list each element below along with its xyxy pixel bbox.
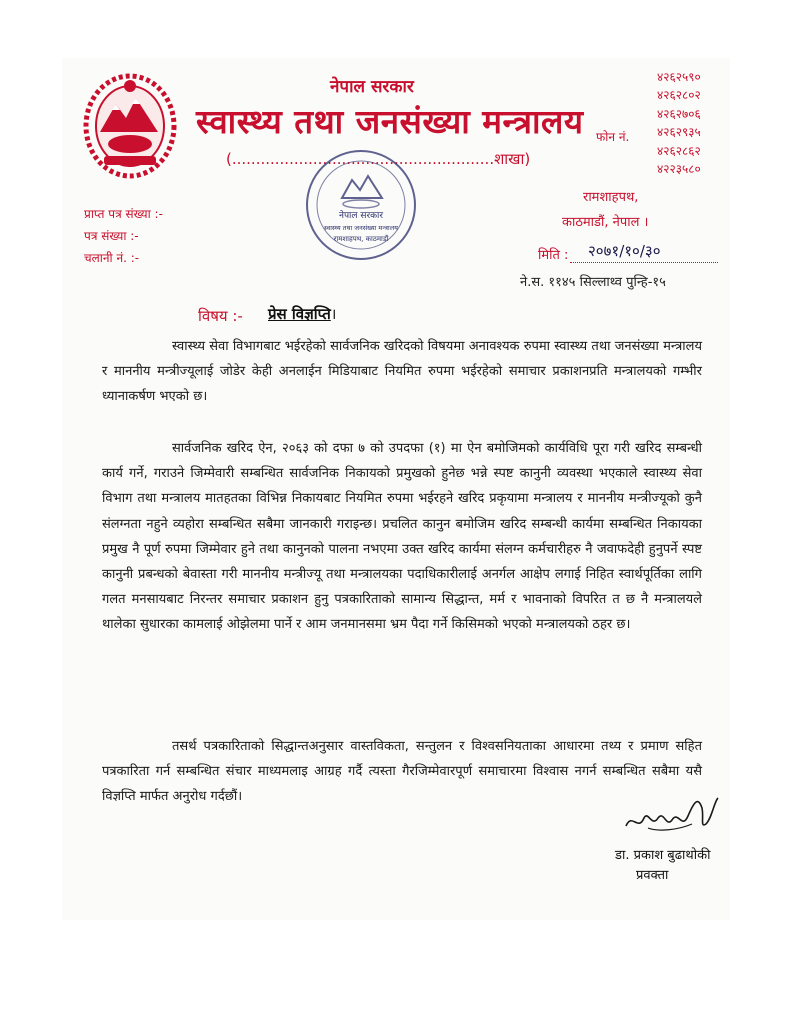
subject: [268, 304, 336, 324]
ministry-title: स्वास्थ्य तथा जनसंख्या मन्त्रालय: [196, 102, 584, 141]
phone-label: फोन नं.: [596, 130, 630, 144]
date-value: २०७१/१०/३०: [588, 242, 661, 260]
ministry-stamp: [302, 146, 420, 264]
address-street: रामशाहपथ,: [583, 190, 639, 205]
phone-number: ४२६२७०६: [657, 106, 701, 121]
phone-number: ४२६२८०२: [657, 88, 701, 103]
stamp-line-1: नेपाल सरकार: [338, 211, 384, 221]
signature-icon: [618, 788, 728, 838]
nepal-sambat-date: ने.स. ११४५ सिल्लाथ्व पुन्हि-१५: [520, 275, 666, 290]
paragraph-2: सार्वजनिक खरिद ऐन, २०६३ को दफा ७ को उपदफा (१) मा ऐन बमोजिमको कार्यविधि पूरा गरी खरिद सम्बन्धी कार्य गर्ने, गराउने जिम्मेवारी सम्बन्धित सार्वजनिक निकायको प्रमुखको हुनेछ भन्ने स्पष्ट कानुनी व्यवस्था भएकाले स्वास्थ्य सेवा विभाग तथा मन्त्रालय मातहतका विभिन्न निकायबाट नियमित रुपमा भईरहने खरिद प्रकृयामा मन्त्रालय र माननीय मन्त्रीज्यूको कुनै संलग्नता नहुने व्यहोरा सम्बन्धित सबैमा जानकारी गराइन्छ। प्रचलित कानुन बमोजिम खरिद सम्बन्धी कार्यमा सम्बन्धित निकायका प्रमुख नै पूर्ण रुपमा जिम्मेवार हुने तथा कानुनको पालना नभएमा उक्त खरिद कार्यमा संलग्न कर्मचारीहरु नै जवाफदेही हुनुपर्ने स्पष्ट कानुनी प्रबन्धको बेवास्ता गरी माननीय मन्त्रीज्यू तथा मन्त्रालयका पदाधिकारीलाई अनर्गल आक्षेप लगाई निहित स्वार्थपूर्तिका लागि गलत मनसायबाट निरन्तर समाचार प्रकाशन हुनु पत्रकारिताको सामान्य सिद्धान्त, मर्म र भावनाको विपरित त छ नै मन्त्रालयले थालेका सुधारका कामलाई ओझेलमा पार्ने र आम जनमानसमा भ्रम पैदा गर्ने किसिमको भएको मन्त्रालयको ठहर छ।: [102, 441, 702, 633]
signatory-role: प्रवक्ता: [636, 868, 669, 883]
letter-number-label: पत्र संख्या :-: [84, 229, 139, 243]
subject-label: विषय :-: [198, 307, 243, 325]
phone-number: ४२६२५९०: [657, 70, 701, 84]
phone-numbers: [657, 68, 737, 178]
stamp-line-2: स्वास्थ्य तथा जनसंख्या मन्त्रालय: [324, 224, 398, 232]
government-title: नेपाल सरकार: [330, 77, 414, 97]
received-letter-number-label: प्राप्त पत्र संख्या :-: [84, 207, 163, 221]
dispatch-number-label: चलानी नं. :-: [84, 251, 140, 265]
date-label: मिति :: [538, 248, 569, 263]
paragraph-1: स्वास्थ्य सेवा विभागबाट भईरहेको सार्वजनिक खरिदको विषयमा अनावश्यक रुपमा स्वास्थ्य तथा जनसंख्या मन्त्रालय र माननीय मन्त्रीज्यूलाई जोडेर केही अनलाईन मिडियाबाट नियमित रुपमा भईरहेको समाचार प्रकाशनप्रति मन्त्रालयको गम्भीर ध्यानाकर्षण भएको छ।: [102, 339, 702, 405]
phone-number: ४२२३५८०: [657, 162, 701, 177]
signatory-name: डा. प्रकाश बुढाथोकी: [615, 848, 711, 863]
stamp-line-3: रामशाहपथ, काठमाडौं: [333, 235, 389, 243]
subject-value: प्रेस विज्ञप्ति: [268, 305, 331, 323]
address-city: काठमाडौं, नेपाल ।: [562, 215, 649, 230]
subject-end: ।: [330, 305, 337, 323]
date-underline: [570, 262, 718, 263]
phone-number: ४२६२९३५: [657, 125, 701, 140]
paragraph-3: तसर्थ पत्रकारिताको सिद्धान्तअनुसार वास्तविकता, सन्तुलन र विश्वसनियताका आधारमा तथ्य र प्रमाण सहित पत्रकारिता गर्न सम्बन्धित संचार माध्यमलाइ आग्रह गर्दै त्यस्ता गैरजिम्मेवारपूर्ण समाचारमा विश्वास नगर्न सम्बन्धित सबैमा यसै विज्ञप्ति मार्फत अनुरोध गर्दछौं।: [102, 739, 702, 805]
branch-line: (.......................................................शाखा): [226, 150, 531, 168]
phone-number: ४२६२८६२: [657, 143, 701, 158]
nepal-emblem-icon: [82, 70, 178, 182]
